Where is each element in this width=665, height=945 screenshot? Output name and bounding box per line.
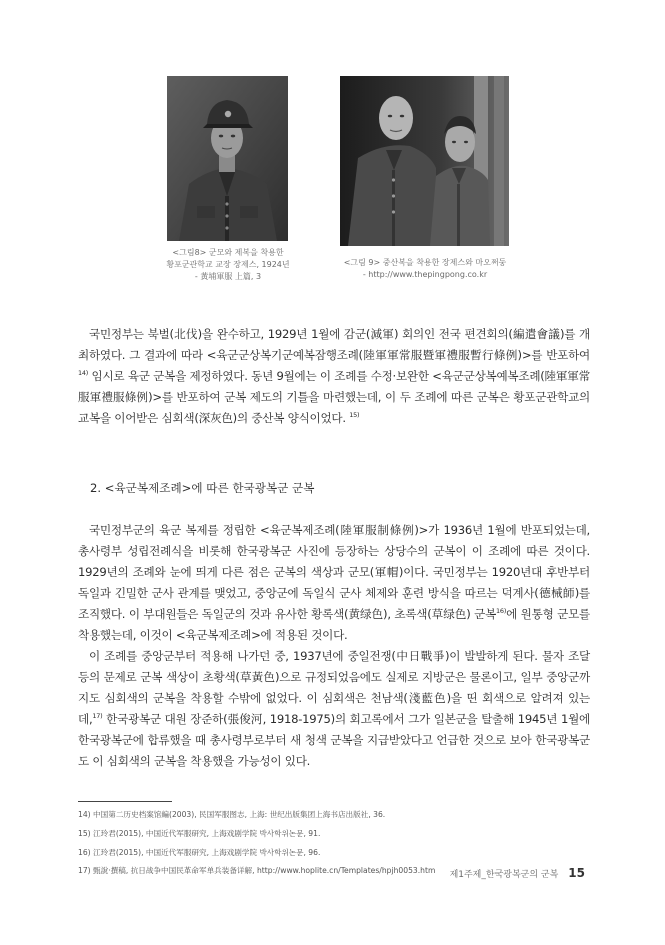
paragraph-1 [78,324,590,429]
page-number: 15 [568,866,585,880]
text-run: 임시로 육군 군복을 제정하였다. 동년 9월에는 이 조례를 수정·보완한 <육군군상복예복조례(陸軍軍常服軍禮服條例)>를 반포하여 군복 제도의 기틀을 마련했는데, 이 두 조례에 따른 군복은 황포군관학교의 교복을 이어받은 심회색(深灰色)의 중산복 양식이었다. [78,369,590,425]
footnote-16: 16) 江玲君(2015), 中国近代军服研究, 上海戏剧学院 박사학위논문, 96. [78,847,321,857]
section-heading: 2. <육군복제조례>에 따른 한국광복군 군복 [90,481,315,495]
footnote-17: 17) 甄說·撰稿, 抗日战争中国民革命军单兵装备详解, http://www.hoplite.cn/Templates/hpjh0053.htm [78,866,436,876]
text-run: 에 원통형 군모를 착용했는데, 이것이 <육군복제조례>에 적용된 것이다. [78,607,590,642]
footnote-ref-16[interactable]: 16) [496,607,507,615]
footnotes [78,806,435,881]
figure-8-caption [148,247,308,283]
text-run: 한국광복군 대원 장준하(張俊河, 1918-1975)의 회고록에서 그가 일본군을 탈출해 1945년 1월에 한국광복군에 합류했을 때 총사령부로부터 새 청색 군복을 지급받았다고 언급한 것으로 보아 한국광복군도 이 심회색의 군복을 착용했을 가능성이 있다. [78,712,590,768]
text-run: 국민정부군의 육군 복제를 정립한 <육군복제조례(陸軍服制條例)>가 1936년 1월에 반포되었는데, 총사령부 성립전례식을 비롯해 한국광복군 사진에 등장하는 상당수의 군복이 이 조례에 따른 것이다. 1929년의 조례와 눈에 띄게 다른 점은 군복의 색상과 군모(軍帽)이다. 국민정부는 1920년대 후반부터 독일과 긴밀한 군사 관계를 맺었고, 중앙군에 독일식 군사 체제와 훈련 방식을 따르는 덕계사(德械師)를 조직했다. 이 부대원들은 독일군의 것과 유사한 황록색(黄绿色), 초록색(草绿色) 군복 [78,523,590,621]
figure-9-photo [340,76,509,246]
text-run: 국민정부는 북벌(北伐)을 완수하고, 1929년 1월에 감군(減軍) 회의인 전국 편견회의(編遣會議)를 개최하였다. 그 결과에 따라 <육군군상복기군예복잠행조례(陸軍軍常服暨軍禮服暫行條例)>를 반포하여 [78,327,590,362]
caption-line: <그림 9> 중산복을 착용한 장제스와 마오쩌둥 [343,258,507,267]
running-title: 제1주제_한국광복군의 군복 [449,870,559,880]
page-footer [450,866,585,880]
caption-line: - http://www.thepingpong.co.kr [362,270,488,279]
figure-8-photo [167,76,288,241]
figure-9-caption [330,257,520,281]
caption-line: 황포군관학교 교장 장제스, 1924년 [166,260,290,269]
caption-line: - 黃埔軍服 上篇, 3 [194,272,262,281]
paragraph-2 [78,520,590,772]
footnote-ref-17[interactable]: 17) [92,712,103,720]
paragraph-text [78,324,590,429]
paragraph-text [78,520,590,646]
footnote-ref-14[interactable]: 14) [78,369,89,377]
caption-line: <그림8> 군모와 제복을 착용한 [172,248,284,257]
footnote-15: 15) 江玲君(2015), 中国近代军服研究, 上海戏剧学院 박사학위논문, 91. [78,828,321,838]
footnote-divider [78,801,172,802]
paragraph-text [78,646,590,772]
footnote-ref-15[interactable]: 15) [349,411,360,419]
text-run: 이 조례를 중앙군부터 적용해 나가던 중, 1937년에 중일전쟁(中日戰爭)이 발발하게 된다. 물자 조달 등의 문제로 군복 색상이 초황색(草黃色)으로 규정되었음에도 실제로 지방군은 물론이고, 일부 중앙군까지도 심회색의 군복을 착용할 수밖에 없었다. 이 심회색은 천남색(淺藍色)을 띤 회색으로 알려져 있는데, [78,649,590,726]
footnote-14: 14) 中国第二历史档案馆編(2003), 民国军服图志, 上海: 世纪出版集团上海书店出版社, 36. [78,810,386,819]
